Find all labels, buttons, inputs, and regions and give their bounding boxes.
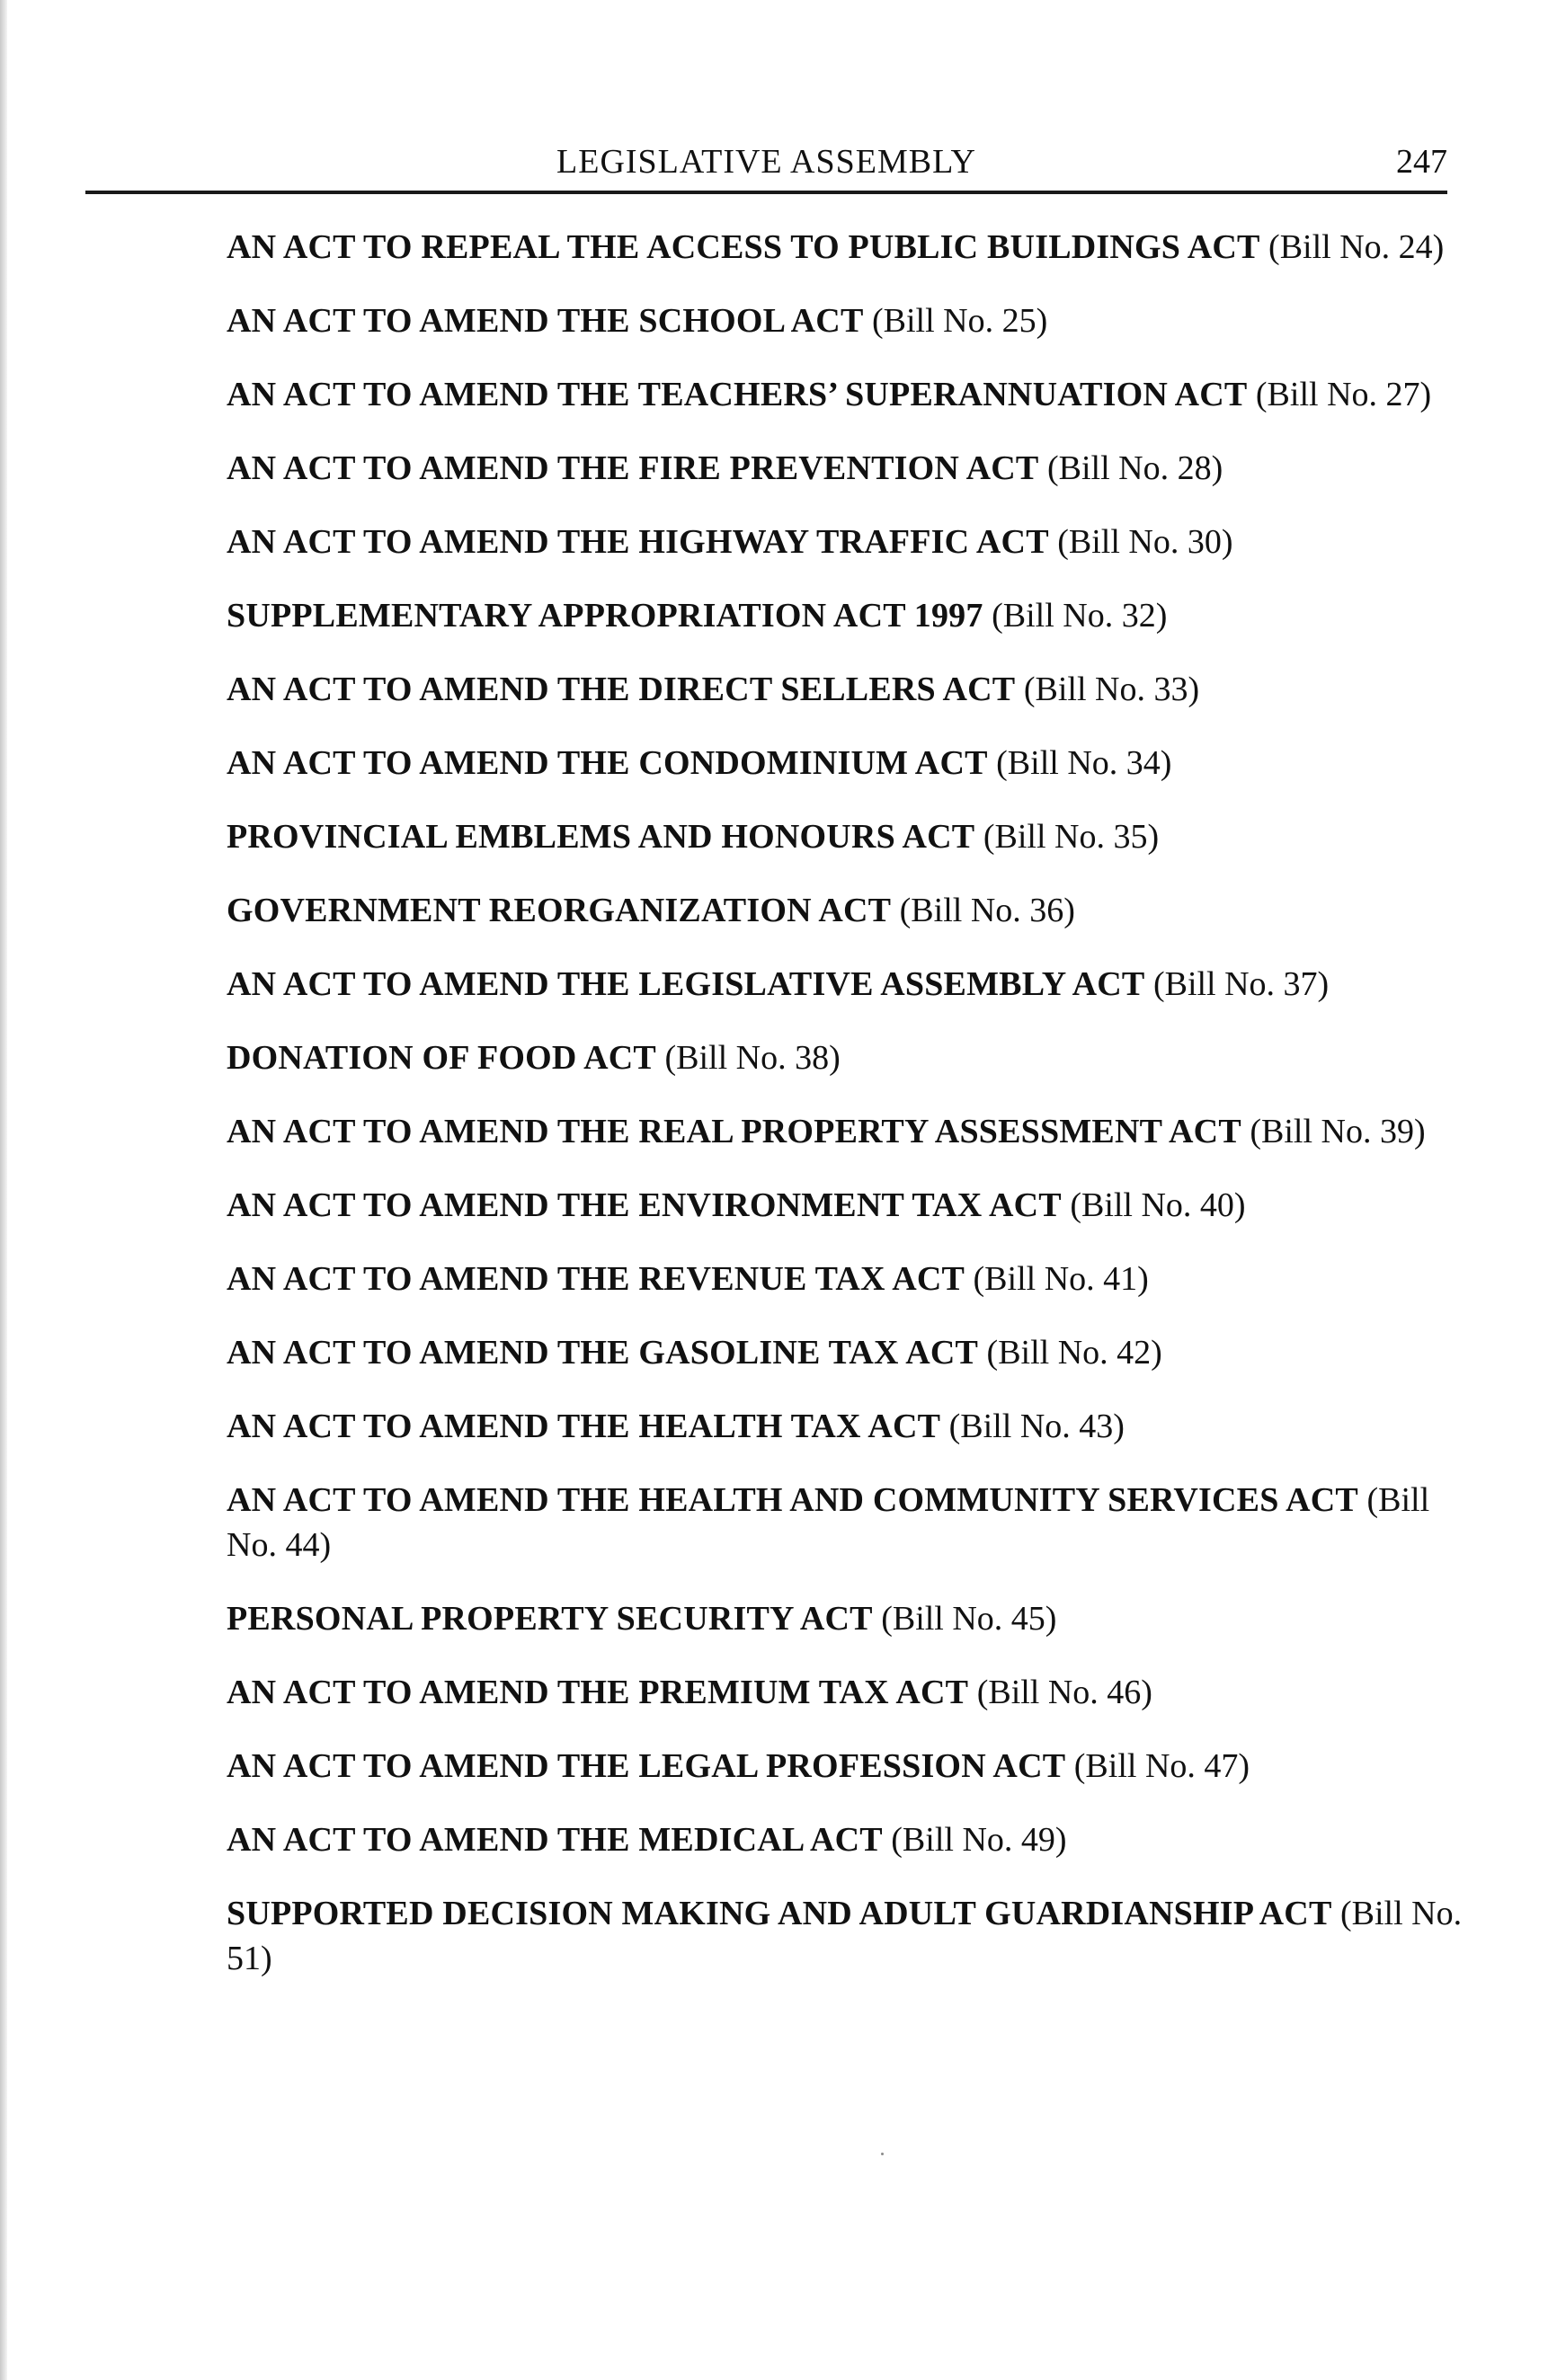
bill-number: (Bill No. 38) [664,1039,841,1077]
bill-entry [227,1035,1476,1080]
bill-title: SUPPLEMENTARY APPROPRIATION ACT 1997 [227,597,983,635]
bill-title: AN ACT TO AMEND THE REVENUE TAX ACT [227,1260,965,1298]
bill-number: (Bill No. 39) [1250,1113,1426,1150]
bill-number: (Bill No. 45) [881,1600,1057,1638]
bill-title: AN ACT TO AMEND THE ENVIRONMENT TAX ACT [227,1186,1062,1224]
print-speck [881,2153,884,2155]
bill-title: AN ACT TO AMEND THE TEACHERS’ SUPERANNUATION ACT [227,376,1248,413]
bill-number: (Bill No. 32) [992,597,1168,635]
bill-number: (Bill No. 25) [872,302,1048,340]
bill-entry [227,814,1476,859]
bill-title: AN ACT TO REPEAL THE ACCESS TO PUBLIC BUILDINGS ACT [227,228,1260,266]
bill-number: (Bill No. 28) [1046,449,1223,487]
bill-number: (Bill No. 37) [1152,965,1330,1003]
bill-title: PROVINCIAL EMBLEMS AND HONOURS ACT [227,818,975,856]
bill-number: (Bill No. 47) [1073,1747,1250,1785]
running-title: LEGISLATIVE ASSEMBLY [556,143,976,181]
bill-entry [227,1744,1476,1789]
bill-title: PERSONAL PROPERTY SECURITY ACT [227,1600,873,1638]
bill-number: (Bill No. 42) [986,1334,1162,1372]
bill-entry [227,1109,1476,1154]
bill-entry [227,1596,1476,1641]
bill-number: (Bill No. 43) [948,1408,1125,1445]
bill-entry [227,1257,1476,1301]
bill-title: GOVERNMENT REORGANIZATION ACT [227,892,892,929]
page-number: 247 [1396,143,1447,181]
bill-entry [227,298,1476,343]
bill-title: AN ACT TO AMEND THE HEALTH AND COMMUNITY SERVICES ACT [227,1481,1358,1519]
bill-number: (Bill No. 41) [973,1260,1149,1298]
bill-number: (Bill No. 24) [1268,228,1445,266]
bill-title: SUPPORTED DECISION MAKING AND ADULT GUARDIANSHIP ACT [227,1895,1332,1932]
running-header [85,133,1447,191]
bill-entry [227,962,1476,1007]
bill-number: (Bill No. 34) [996,744,1172,782]
bill-list [227,225,1476,2010]
bill-number: (Bill No. 40) [1070,1186,1246,1224]
bill-number: (Bill No. 30) [1057,523,1233,561]
bill-title: AN ACT TO AMEND THE CONDOMINIUM ACT [227,744,988,782]
bill-entry [227,1183,1476,1228]
bill-number: (Bill No. 36) [899,892,1075,929]
bill-number: (Bill No. 46) [976,1674,1152,1711]
bill-entry [227,888,1476,933]
bill-entry [227,1478,1476,1567]
bill-entry [227,741,1476,786]
page-edge-shadow [0,0,7,2380]
bill-title: AN ACT TO AMEND THE GASOLINE TAX ACT [227,1334,979,1372]
bill-number: (Bill No. 51) [227,1895,1463,1977]
bill-entry [227,1404,1476,1449]
bill-entry [227,372,1476,417]
bill-title: AN ACT TO AMEND THE LEGISLATIVE ASSEMBLY ACT [227,965,1145,1003]
bill-title: AN ACT TO AMEND THE PREMIUM TAX ACT [227,1674,969,1711]
bill-entry [227,1670,1476,1715]
bill-title: AN ACT TO AMEND THE FIRE PREVENTION ACT [227,449,1039,487]
bill-number: (Bill No. 49) [891,1821,1067,1859]
bill-title: AN ACT TO AMEND THE REAL PROPERTY ASSESSMENT ACT [227,1113,1241,1150]
bill-entry [227,520,1476,564]
bill-title: AN ACT TO AMEND THE LEGAL PROFESSION ACT [227,1747,1066,1785]
bill-title: DONATION OF FOOD ACT [227,1039,656,1077]
bill-entry [227,593,1476,638]
bill-number: (Bill No. 33) [1023,670,1200,708]
bill-number: (Bill No. 44) [227,1481,1430,1564]
bill-title: AN ACT TO AMEND THE SCHOOL ACT [227,302,864,340]
bill-entry [227,225,1476,270]
bill-title: AN ACT TO AMEND THE HEALTH TAX ACT [227,1408,941,1445]
bill-entry [227,1891,1476,1981]
bill-entry [227,1330,1476,1375]
bill-entry [227,1817,1476,1862]
bill-title: AN ACT TO AMEND THE DIRECT SELLERS ACT [227,670,1016,708]
bill-number: (Bill No. 35) [983,818,1160,856]
bill-title: AN ACT TO AMEND THE MEDICAL ACT [227,1821,883,1859]
bill-title: AN ACT TO AMEND THE HIGHWAY TRAFFIC ACT [227,523,1049,561]
bill-number: (Bill No. 27) [1255,376,1432,413]
bill-entry [227,446,1476,491]
bill-entry [227,667,1476,712]
header-rule [85,191,1447,194]
